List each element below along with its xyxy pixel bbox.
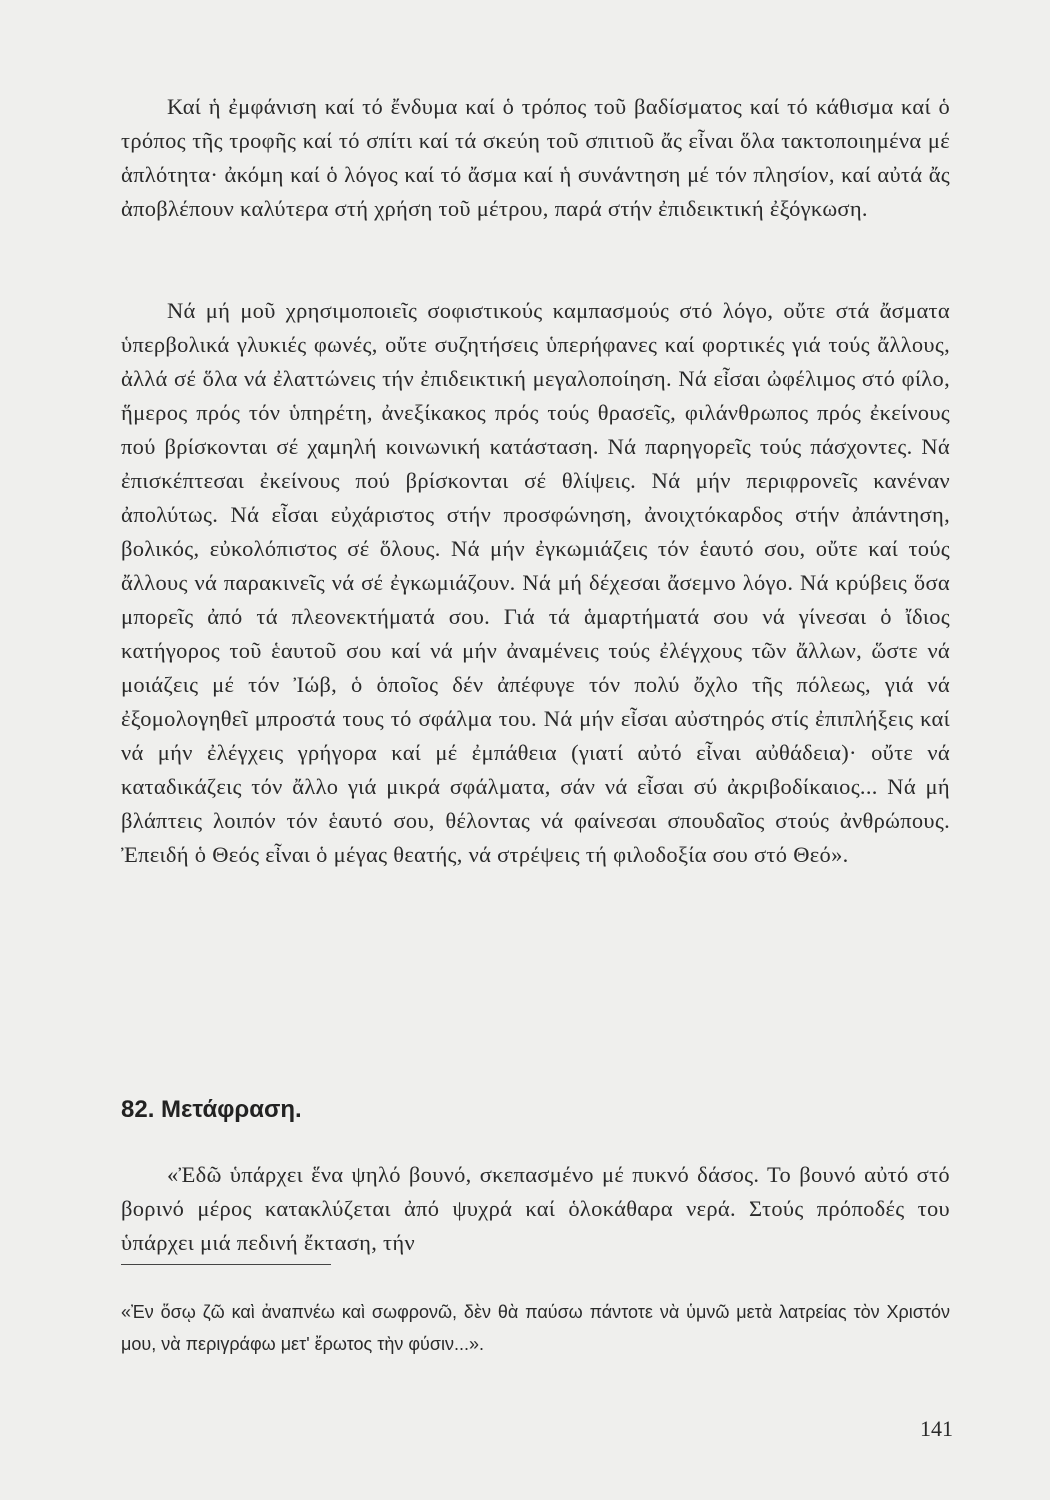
page-number: 141 (920, 1416, 953, 1441)
body-paragraph-1: Καί ἡ ἐμφάνιση καί τό ἔνδυμα καί ὁ τρόπος τοῦ βαδίσματος καί τό κάθισμα καί ὁ τρόπος τῆς τροφῆς καί τό σπίτι καί τά σκεύη τοῦ σπιτιοῦ ἄς εἶναι ὅλα τακτοποιημένα μέ ἁπλότητα· ἀκόμη καί ὁ λόγος καί τό ἄσμα καί ἡ συνάντηση μέ τόν πλησίον, καί αὐτά ἄς ἀποβλέπουν καλύτερα στή χρήση τοῦ μέτρου, παρά στήν ἐπιδεικτική ἐξόγκωση. (121, 94, 950, 221)
body-paragraph-3: «Ἐδῶ ὑπάρχει ἕνα ψηλό βουνό, σκεπασμένο μέ πυκνό δάσος. Το βουνό αὐτό στό βορινό μέρος κατακλύζεται ἀπό ψυχρά καί ὁλοκάθαρα νερά. Στούς πρόποδές του ὑπάρχει μιά πεδινή ἔκταση, τήν (121, 1162, 950, 1255)
footnote-divider (121, 1264, 331, 1265)
section-heading: 82. Μετάφραση. (121, 1096, 302, 1123)
footnote: «Ἐν ὅσῳ ζῶ καὶ ἀναπνέω καὶ σωφρονῶ, δὲν θὰ παύσω πάντοτε νὰ ὑμνῶ μετὰ λατρείας τὸν Χριστόν μου, νὰ περιγράφω μετ' ἔρωτος τὴν φύσιν...». (121, 1302, 950, 1354)
body-paragraph-2: Νά μή μοῦ χρησιμοποιεῖς σοφιστικούς καμπασμούς στό λόγο, οὔτε στά ἄσματα ὑπερβολικά γλυκιές φωνές, οὔτε συζητήσεις ὑπερήφανες καί φορτικές γιά τούς ἄλλους, ἀλλά σέ ὅλα νά ἐλαττώνεις τήν ἐπιδεικτική μεγαλοποίηση. Νά εἶσαι ὠφέλιμος στό φίλο, ἥμερος πρός τόν ὑπηρέτη, ἀνεξίκακος πρός τούς θρασεῖς, φιλάνθρωπος πρός ἐκείνους πού βρίσκονται σέ χαμηλή κοινωνική κατάσταση. Νά παρηγορεῖς τούς πάσχοντες. Νά ἐπισκέπτεσαι ἐκείνους πού βρίσκονται σέ θλίψεις. Νά μήν περιφρονεῖς κανέναν ἀπολύτως. Νά εἶσαι εὐχάριστος στήν προσφώνηση, ἀνοιχτόκαρδος στήν ἀπάντηση, βολικός, εὐκολόπιστος σέ ὅλους. Νά μήν ἐγκωμιάζεις τόν ἑαυτό σου, οὔτε καί τούς ἄλλους νά παρακινεῖς νά σέ ἐγκωμιάζουν. Νά μή δέχεσαι ἄσεμνο λόγο. Νά κρύβεις ὅσα μπορεῖς ἀπό τά πλεονεκτήματά σου. Γιά τά ἁμαρτήματά σου νά γίνεσαι ὁ ἴδιος κατήγορος τοῦ ἑαυτοῦ σου καί νά μήν ἀναμένεις τούς ἐλέγχους τῶν ἄλλων, ὥστε νά μοιάζεις μέ τόν Ἰώβ, ὁ ὁποῖος δέν ἀπέφυγε τόν πολύ ὄχλο τῆς πόλεως, γιά νά ἐξομολογηθεῖ μπροστά τους τό σφάλμα του. Νά μήν εἶσαι αὐστηρός στίς ἐπιπλήξεις καί νά μήν ἐλέγχεις γρήγορα καί μέ ἐμπάθεια (γιατί αὐτό εἶναι αὐθάδεια)· οὔτε νά καταδικάζεις τόν ἄλλο γιά μικρά σφάλματα, σάν νά εἶσαι σύ ἀκριβοδίκαιος... Νά μή βλάπτεις λοιπόν τόν ἑαυτό σου, θέλοντας νά φαίνεσαι σπουδαῖος στούς ἀνθρώπους. Ἐπειδή ὁ Θεός εἶναι ὁ μέγας θεατής, νά στρέψεις τή φιλοδοξία σου στό Θεό». (121, 298, 950, 867)
